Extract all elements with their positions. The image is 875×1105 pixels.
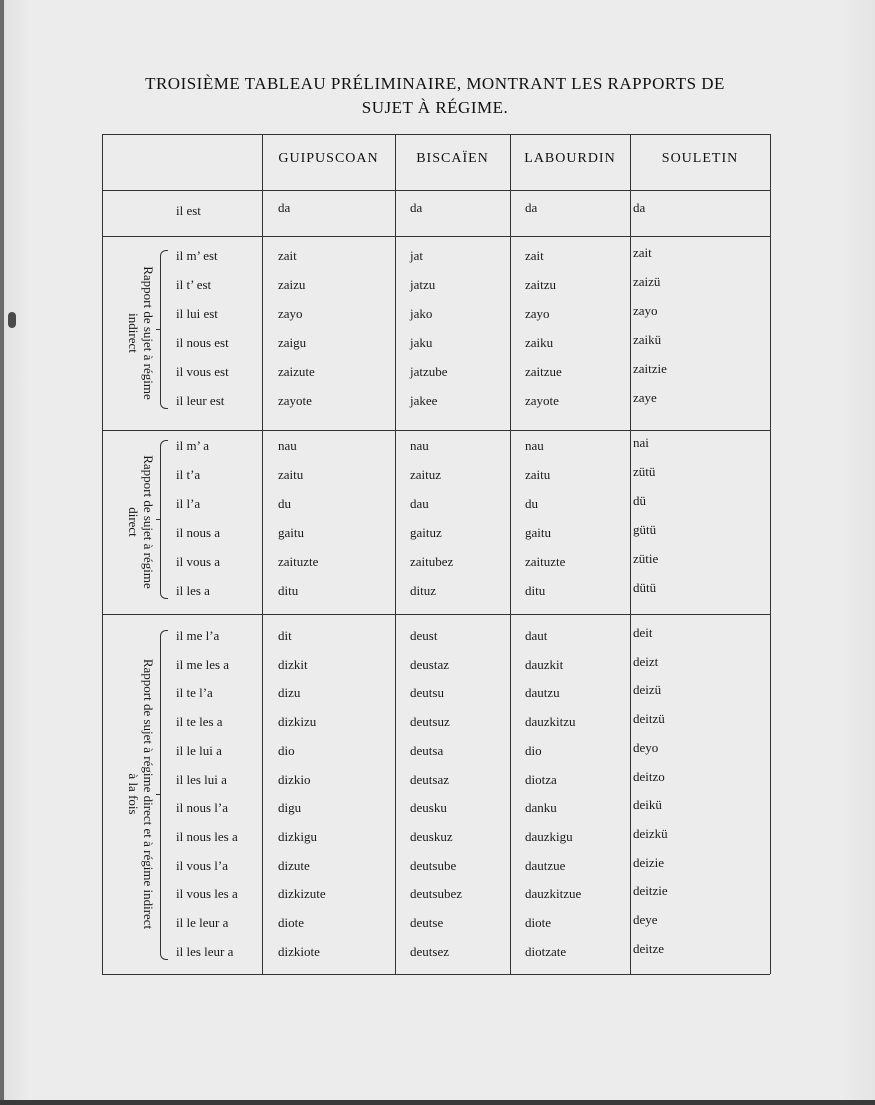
row-label: il nous les a (176, 828, 238, 844)
row-label: il vous a (176, 554, 221, 569)
table-rule (102, 430, 770, 431)
table-cell: diotzate (525, 943, 567, 959)
conjugation-table (102, 134, 770, 974)
table-cell: deizie (633, 854, 665, 870)
table-cell: jatzube (410, 364, 448, 379)
table-cell: dizute (278, 857, 310, 873)
table-cell: zaituzte (525, 554, 566, 569)
table-cell: deitzie (633, 883, 668, 899)
row-label: il le lui a (176, 742, 222, 758)
table-cell: zaitzue (525, 364, 562, 379)
table-cell: nau (278, 438, 297, 453)
table-cell: ditu (525, 583, 546, 598)
table-cell: jaku (410, 335, 433, 350)
table-column-rule (262, 134, 263, 974)
table-cell: dauzkit (525, 656, 564, 672)
table-cell: zaigu (278, 335, 307, 350)
table-cell: deutsubez (410, 886, 462, 902)
row-label: il le leur a (176, 915, 229, 930)
table-cell: diotza (525, 771, 557, 787)
table-cell: deizü (633, 682, 662, 698)
group-label-3 (124, 622, 156, 966)
table-cell: zütie (633, 551, 659, 566)
row-label: il me les a (176, 656, 230, 672)
table-cell: deyo (633, 739, 659, 755)
table-cell: zaitzu (525, 277, 557, 292)
row-label: il m’ est (176, 248, 218, 263)
group-label-line-2: à la fois (126, 773, 141, 815)
table-cell: du (525, 496, 538, 511)
table-cell: zait (278, 248, 297, 263)
table-rule (102, 134, 770, 135)
row-label: il te les a (176, 714, 223, 730)
table-cell: deust (410, 628, 438, 643)
column-header-labourdin: LABOURDIN (524, 151, 616, 166)
row-label: il nous a (176, 525, 221, 540)
table-rule (102, 190, 770, 191)
table-cell: zait (633, 245, 652, 260)
table-cell: deutsa (410, 742, 444, 758)
table-cell: daut (525, 628, 548, 643)
table-cell: dizkiote (278, 943, 320, 959)
row-label: il nous est (176, 335, 229, 350)
table-column-rule (395, 134, 396, 974)
table-cell: jakee (410, 393, 438, 408)
page-title-line-2: SUJET À RÉGIME. (361, 98, 509, 117)
table-cell: dauzkitzu (525, 714, 576, 730)
table-cell: zaituz (410, 467, 442, 482)
table-cell: ditu (278, 583, 299, 598)
table-cell: dautzu (525, 685, 560, 701)
column-header-guipuscoan: GUIPUSCOAN (278, 151, 379, 166)
column-header-souletin: SOULETIN (661, 151, 739, 166)
group-brace (160, 440, 168, 599)
table-cell: deutsuz (410, 714, 450, 730)
table-cell: da (410, 200, 423, 215)
table-cell: zaitu (278, 467, 304, 482)
table-cell: dit (278, 628, 292, 643)
table-cell: zaye (633, 390, 657, 405)
table-cell: dizkio (278, 771, 311, 787)
table-cell: deizt (633, 653, 659, 669)
table-cell: gaitu (278, 525, 304, 540)
table-cell: deusku (410, 800, 447, 816)
binding-hole (8, 312, 16, 328)
table-cell: dü (633, 493, 646, 508)
table-cell: da (278, 200, 291, 215)
table-cell: deustaz (410, 656, 449, 672)
table-cell: zaituzte (278, 554, 319, 569)
table-cell: dio (525, 742, 542, 758)
table-cell: deutse (410, 915, 444, 930)
table-cell: deizkü (633, 825, 668, 841)
table-cell: jako (410, 306, 433, 321)
row-label: il t’ est (176, 277, 212, 292)
table-cell: zaitu (525, 467, 551, 482)
table-cell: zaizü (633, 274, 661, 289)
table-cell: diote (525, 915, 551, 930)
table-cell: nai (633, 435, 649, 450)
row-label: il les leur a (176, 943, 234, 959)
group-label-line-2: indirect (126, 313, 141, 353)
table-column-rule (102, 134, 103, 974)
table-cell: zaizute (278, 364, 315, 379)
table-column-rule (770, 134, 771, 974)
group-brace-point (156, 519, 161, 520)
row-label: il nous l’a (176, 800, 228, 816)
row-label: il les lui a (176, 771, 227, 787)
table-cell: dau (410, 496, 429, 511)
group-label-line-1: Rapport de sujet à régime (141, 455, 156, 589)
table-cell: deutsaz (410, 771, 449, 787)
page-title-line-1: TROISIÈME TABLEAU PRÉLIMINAIRE, MONTRANT LES RAPPORTS DE (145, 74, 725, 93)
table-cell: deutsez (410, 943, 449, 959)
group-label-line-1: Rapport de sujet à régime (141, 266, 156, 400)
table-cell: zayo (525, 306, 550, 321)
table-cell: zaizu (278, 277, 306, 292)
group-brace (160, 630, 168, 960)
table-cell: dauzkigu (525, 828, 573, 844)
group-label-1 (124, 244, 156, 422)
group-label-line-2: direct (126, 507, 141, 537)
table-cell: dizu (278, 685, 301, 701)
row-label: il est (176, 203, 201, 218)
table-cell: deuskuz (410, 828, 453, 844)
table-cell: dizkit (278, 656, 308, 672)
table-cell: zaitubez (410, 554, 454, 569)
table-cell: zait (525, 248, 544, 263)
table-cell: zütü (633, 464, 656, 479)
group-brace (160, 250, 168, 409)
table-cell: diote (278, 915, 304, 930)
table-cell: da (525, 200, 538, 215)
table-rule (102, 614, 770, 615)
group-brace-point (156, 794, 161, 795)
table-cell: gaituz (410, 525, 442, 540)
table-cell: dizkigu (278, 828, 317, 844)
row-label: il lui est (176, 306, 218, 321)
table-cell: dio (278, 742, 295, 758)
group-label-2 (124, 438, 156, 606)
table-cell: deitzo (633, 768, 665, 784)
row-label: il te l’a (176, 685, 213, 701)
group-label-line-1: Rapport de sujet à régime direct et à régime indirect (141, 658, 156, 930)
table-cell: dautzue (525, 857, 566, 873)
table-cell: dizkizu (278, 714, 317, 730)
table-cell: deikü (633, 797, 662, 813)
table-cell: deutsu (410, 685, 444, 701)
table-cell: nau (410, 438, 429, 453)
table-cell: dauzkitzue (525, 886, 582, 902)
table-cell: zaikü (633, 332, 662, 347)
table-cell: deutsube (410, 857, 457, 873)
row-label: il t’a (176, 467, 201, 482)
table-cell: dütü (633, 580, 657, 595)
table-cell: danku (525, 800, 557, 816)
table-cell: jat (410, 248, 423, 263)
group-brace-point (156, 329, 161, 330)
table-cell: zaiku (525, 335, 554, 350)
table-cell: zayote (278, 393, 312, 408)
row-label: il les a (176, 583, 210, 598)
table-rule (102, 236, 770, 237)
binding-edge (0, 0, 4, 1105)
table-cell: zaitzie (633, 361, 667, 376)
table-cell: dituz (410, 583, 436, 598)
row-label: il vous est (176, 364, 229, 379)
table-cell: du (278, 496, 291, 511)
table-cell: zayo (633, 303, 658, 318)
table-cell: gaitu (525, 525, 551, 540)
table-rule (102, 974, 770, 975)
row-label: il leur est (176, 393, 225, 408)
page-bottom-edge (0, 1100, 875, 1105)
table-cell: zayote (525, 393, 559, 408)
table-column-rule (630, 134, 631, 974)
row-label: il me l’a (176, 628, 220, 643)
table-cell: dizkizute (278, 886, 326, 902)
table-column-rule (510, 134, 511, 974)
table-cell: da (633, 200, 646, 215)
row-label: il vous les a (176, 886, 238, 902)
table-cell: digu (278, 800, 302, 816)
row-label: il vous l’a (176, 857, 228, 873)
table-cell: nau (525, 438, 544, 453)
table-cell: zayo (278, 306, 303, 321)
table-cell: deitze (633, 940, 665, 956)
table-cell: jatzu (410, 277, 436, 292)
table-cell: deitzü (633, 711, 665, 727)
row-label: il m’ a (176, 438, 209, 453)
table-cell: gütü (633, 522, 657, 537)
table-cell: deit (633, 625, 653, 640)
table-cell: deye (633, 912, 658, 927)
row-label: il l’a (176, 496, 201, 511)
column-header-biscaïen: BISCAÏEN (416, 151, 489, 166)
